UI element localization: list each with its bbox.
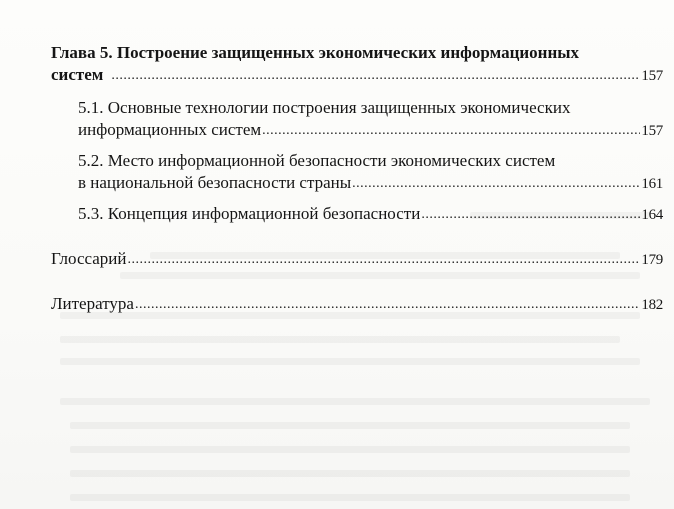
toc-entry-section-5-2[interactable] [78, 150, 663, 194]
toc-entry-line [51, 64, 663, 88]
toc-entry-line [78, 119, 663, 143]
toc-entry-title: Глоссарий [51, 249, 127, 268]
toc-entry-line [78, 172, 663, 196]
toc-entry-line [78, 150, 663, 172]
toc-page-number: 157 [641, 123, 663, 139]
dot-leader [135, 294, 640, 316]
toc-page-number: 164 [641, 207, 663, 223]
toc-page-number: 157 [641, 68, 663, 84]
toc-entry-glossary[interactable] [51, 248, 663, 272]
toc-entry-title: 5.1. Основные технологии построения защищенных экономических [78, 98, 571, 117]
toc-page-number: 179 [641, 252, 663, 268]
toc-entry-title-continued: систем [51, 65, 104, 84]
dot-leader [262, 120, 640, 142]
toc-entry-line [51, 248, 663, 272]
dot-leader [111, 65, 640, 87]
toc-entry-line [51, 42, 663, 64]
toc-entry-literature[interactable] [51, 293, 663, 317]
toc-entry-title-continued: информационных систем [78, 120, 262, 139]
toc-entry-title-continued: в национальной безопасности страны [78, 173, 352, 192]
toc-entry-line [78, 97, 663, 119]
dot-leader [128, 249, 641, 271]
toc-entry-title: Литература [51, 294, 134, 313]
toc-page-number: 161 [641, 176, 663, 192]
toc-entry-line [78, 203, 663, 227]
toc-entry-section-5-3[interactable] [78, 203, 663, 227]
toc-entry-title: 5.3. Концепция информационной безопасности [78, 204, 421, 223]
toc-page-number: 182 [641, 297, 663, 313]
dot-leader [352, 173, 640, 195]
dot-leader [421, 204, 640, 226]
table-of-contents [51, 42, 663, 317]
toc-entry-chapter-5[interactable] [51, 42, 663, 90]
toc-entry-title: 5.2. Место информационной безопасности экономических систем [78, 151, 556, 170]
toc-entry-section-5-1[interactable] [78, 97, 663, 141]
toc-entry-line [51, 293, 663, 317]
toc-entry-title: Глава 5. Построение защищенных экономических информационных [51, 43, 580, 62]
